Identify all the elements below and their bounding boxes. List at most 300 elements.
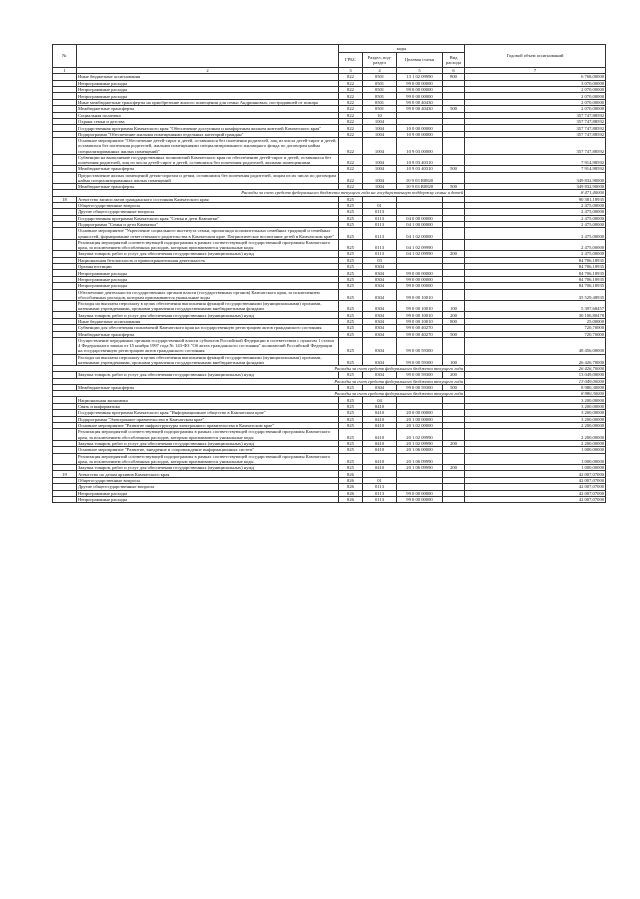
header-index: 3 [339,68,363,74]
row-name: Общегосударственные вопросы [77,477,339,483]
row-grbs: 822 [339,172,363,183]
row-vid-rashoda [443,429,465,440]
row-sum: 84 706,18935 [465,270,606,276]
row-name: Закупка товаров, работ и услуг для обеспечения государственных (муниципальных) нужд [77,312,339,318]
row-sum: 357 747,88592 [465,112,606,118]
row-sum: 35 529,48935 [465,289,606,300]
row-name: Непрограммные расходы [77,80,339,86]
row-celevaya-statya: 99 0 00 40430 [397,99,443,105]
row-razdel: 0501 [363,106,397,112]
row-razdel: 0113 [363,251,397,257]
row-sum: 2 475,00000 [465,228,606,239]
row-sum: 2 070,00000 [465,99,606,105]
row-name: Общегосударственные вопросы [77,202,339,208]
header-grbs: ГРБС [339,53,363,68]
row-sum: 8 980,30000 [465,384,606,390]
row-celevaya-statya: 20 1 06 09990 [397,464,443,470]
row-number [53,429,77,440]
row-sum: 357 747,88592 [465,131,606,137]
row-vid-rashoda [443,138,465,155]
row-sum: 30 106,80478 [465,312,606,318]
row-grbs: 822 [339,74,363,80]
row-number [53,338,77,355]
row-razdel: 1004 [363,166,397,172]
row-name: Органы юстиции [77,264,339,270]
row-name: Реализация мероприятий соответствующей подпрограммы в рамках соответствующей государственной программы Камчатского края, за исключением обособленных расходов, которым присваиваются уникальные коды [77,429,339,440]
row-name: Закупка товаров, работ и услуг для обеспечения государственных (муниципальных) нужд [77,464,339,470]
row-number [53,453,77,464]
row-name: Государственная программа Камчатского края "Информационное общество в Камчатском крае" [77,410,339,416]
row-razdel: 1004 [363,125,397,131]
row-name: Межбюджетные трансферты [77,331,339,337]
row-celevaya-statya: 10 9 03 R0820 [397,172,443,183]
row-sum: 2 475,00000 [465,239,606,250]
row-grbs: 826 [339,496,363,502]
row-vid-rashoda: 800 [443,74,465,80]
row-vid-rashoda: 800 [443,318,465,324]
row-grbs: 825 [339,416,363,422]
row-name: Расходы на выплаты персоналу в целях обеспечения выполнения функций государственными (муниципальными) органами, казенными учреждениями, органами управления государственными внебюджетными фондами [77,354,339,365]
row-vid-rashoda: 500 [443,331,465,337]
row-grbs: 825 [339,209,363,215]
row-celevaya-statya: 99 0 00 40430 [397,106,443,112]
row-sum: 1 000,00000 [465,464,606,470]
row-vid-rashoda: 200 [443,464,465,470]
row-grbs: 825 [339,283,363,289]
row-celevaya-statya: 99 0 00 00000 [397,496,443,502]
row-razdel: 0410 [363,416,397,422]
row-name: Иные межбюджетные трансферты на приобретение жилого помещения для семьи Андрияновых, пострадавшей от пожара [77,99,339,105]
row-grbs: 822 [339,131,363,137]
row-grbs: 822 [339,112,363,118]
row-sum: 84 706,18935 [465,257,606,263]
row-razdel: 1004 [363,138,397,155]
row-celevaya-statya: 04 1 02 00000 [397,228,443,239]
row-grbs: 826 [339,471,363,477]
table-row [53,138,606,155]
row-celevaya-statya: 99 0 00 00000 [397,270,443,276]
row-celevaya-statya: 99 0 00 59300 [397,354,443,365]
row-razdel: 01 [363,477,397,483]
table-header [53,45,606,74]
row-sum: 42 007,07000 [465,496,606,502]
row-razdel: 1004 [363,183,397,189]
row-grbs: 825 [339,410,363,416]
row-razdel: 0304 [363,354,397,365]
row-celevaya-statya: 04 0 00 00000 [397,215,443,221]
header-index: 7 [465,68,606,74]
row-grbs: 826 [339,477,363,483]
table-row [53,453,606,464]
row-grbs: 826 [339,490,363,496]
row-name: Связь и информатика [77,403,339,409]
row-name: Реализация мероприятий соответствующей подпрограммы в рамках соответствующей государственной программы Камчатского края, за исключением обособленных расходов, которым присваиваются уникальные коды [77,239,339,250]
row-name: Социальная политика [77,112,339,118]
row-razdel: 1004 [363,154,397,165]
row-vid-rashoda: 200 [443,251,465,257]
row-number [53,239,77,250]
table-body [53,74,606,503]
row-grbs: 825 [339,264,363,270]
row-razdel: 0501 [363,86,397,92]
row-celevaya-statya: 99 0 00 00000 [397,276,443,282]
header-vid: Вид расхода [443,53,465,68]
row-razdel: 0410 [363,422,397,428]
row-sum: 720,70000 [465,331,606,337]
row-sum: 42 007,07000 [465,490,606,496]
row-name: Подпрограмма "Обеспечение жилыми помещениями отдельных категорий граждан" [77,131,339,137]
row-grbs: 825 [339,384,363,390]
row-sum: 6 768,00000 [465,74,606,80]
row-razdel: 0501 [363,93,397,99]
row-name: Иные бюджетные ассигнования [77,74,339,80]
row-sum: 2 475,00000 [465,222,606,228]
header-codes: коды [339,45,465,53]
row-vid-rashoda [443,289,465,300]
row-celevaya-statya: 99 0 00 10010 [397,301,443,312]
row-grbs: 825 [339,453,363,464]
row-grbs: 826 [339,484,363,490]
row-grbs: 825 [339,325,363,331]
row-celevaya-statya: 99 0 00 10010 [397,289,443,300]
row-celevaya-statya: 99 0 00 40270 [397,325,443,331]
row-sum: 2 070,00000 [465,93,606,99]
row-sum: 84 706,18935 [465,264,606,270]
row-number [53,138,77,155]
note-text: Расходы за счет средств федерального бюджета текущего года [53,378,465,384]
row-razdel: 0304 [363,312,397,318]
row-grbs: 825 [339,289,363,300]
row-grbs: 825 [339,202,363,208]
header-index: 2 [77,68,339,74]
row-name: Иные бюджетные ассигнования [77,318,339,324]
row-grbs: 822 [339,106,363,112]
row-sum: 42 007,07000 [465,471,606,477]
row-sum: 2 070,00000 [465,106,606,112]
row-name: Предоставление жилых помещений детям-сиротам и детям, оставшимся без попечения родителей, лицам из их числа по договорам найма специализированных жилых помещений [77,172,339,183]
table-row [53,354,606,365]
row-grbs: 822 [339,86,363,92]
row-razdel: 0410 [363,440,397,446]
row-celevaya-statya: 99 0 00 00000 [397,283,443,289]
row-name: Непрограммные расходы [77,86,339,92]
row-celevaya-statya: 99 0 00 00000 [397,80,443,86]
row-celevaya-statya: 04 1 02 09990 [397,251,443,257]
row-vid-rashoda: 500 [443,166,465,172]
row-grbs: 825 [339,301,363,312]
row-sum: 84 706,18935 [465,283,606,289]
row-grbs: 825 [339,196,363,202]
row-grbs: 825 [339,270,363,276]
row-name: Национальная экономика [77,397,339,403]
row-name: Межбюджетные трансферты [77,183,339,189]
row-celevaya-statya: 20 1 06 00000 [397,447,443,453]
row-number [53,228,77,239]
row-vid-rashoda [443,453,465,464]
row-vid-rashoda [443,239,465,250]
row-celevaya-statya: 10 0 00 00000 [397,125,443,131]
row-razdel: 0410 [363,447,397,453]
row-razdel: 0304 [363,318,397,324]
row-sum: 25,00000 [465,318,606,324]
header-index: 6 [443,68,465,74]
row-razdel: 0410 [363,453,397,464]
row-number: 19 [53,471,77,477]
row-grbs: 825 [339,422,363,428]
row-number: 18 [53,196,77,202]
row-grbs: 822 [339,183,363,189]
row-name: Другие общегосударственные вопросы [77,484,339,490]
row-sum: 3 070,00000 [465,80,606,86]
header-sum: Годовой объем ассигнований [465,45,606,68]
row-razdel: 0113 [363,496,397,502]
row-sum: 349 832,90000 [465,172,606,183]
row-name: Непрограммные расходы [77,490,339,496]
row-sum: 2 200,00000 [465,429,606,440]
row-name: Обеспечение деятельности государственных органов власти (государственных органов) Камчатского края, за исключением обособленных расходов, которым присваиваются уникальные коды [77,289,339,300]
row-razdel: 0304 [363,283,397,289]
row-grbs: 825 [339,464,363,470]
row-vid-rashoda: 500 [443,384,465,390]
row-vid-rashoda: 500 [443,106,465,112]
row-name: Подпрограмма "Семья и дети Камчатки" [77,222,339,228]
row-celevaya-statya: 20 1 02 09990 [397,429,443,440]
header-razd: Раздел, под-раздел [363,53,397,68]
row-razdel: 0410 [363,464,397,470]
row-grbs: 822 [339,93,363,99]
row-grbs: 822 [339,125,363,131]
row-name: Расходы на выплаты персоналу в целях обеспечения выполнения функций государственными (муниципальными) органами, казенными учреждениями, органами управления государственными внебюджетными фондами [77,301,339,312]
row-grbs: 825 [339,276,363,282]
row-name: Основное мероприятие "Обеспечение детей-сирот и детей, оставшихся без попечения родителей, лиц из числа детей-сирот и детей, оставшихся без попечения родителей, жилыми помещениями специализированного жилищного фонда по договорам найма специализированных жилых помещений" [78,138,337,154]
row-name: Агентство записи актов гражданского состояния Камчатского края [77,196,339,202]
row-name: Основное мероприятие "Развитие инфраструктуры электронного правительства в Камчатском крае" [77,422,339,428]
row-razdel: 0113 [363,215,397,221]
row-celevaya-statya: 20 1 02 00000 [397,422,443,428]
row-razdel: 0304 [363,325,397,331]
row-number [53,354,77,365]
row-name: Субвенции на выполнение государственных полномочий Камчатского края по обеспечению детей-сирот и детей, оставшихся без попечения родителей, лиц из числа детей-сирот и детей, оставшихся без попечения родителей, жилыми помещениями [77,154,339,165]
row-celevaya-statya: 99 0 00 10010 [397,318,443,324]
row-celevaya-statya: 04 1 02 09990 [397,239,443,250]
row-razdel: 1004 [363,118,397,124]
row-name: Непрограммные расходы [77,496,339,502]
row-name: Основное мероприятие "Укрепление социального института семьи, пропаганда положительных семейных традиций и семейных ценностей, формирование ответственного родительства в Камчатском крае. Патриотическое воспитание детей в Камчатском крае" [77,228,339,239]
note-text: Расходы за счет средств федерального бюджета текущего года на государственную поддержку семьи и детей [53,190,465,196]
row-name: Государственная программа Камчатского края "Семья и дети Камчатки" [77,215,339,221]
table-row [53,338,606,355]
row-razdel: 0304 [363,384,397,390]
row-grbs: 825 [339,312,363,318]
header-cel: Целевая статья [397,53,443,68]
row-razdel: 03 [363,257,397,263]
row-razdel: 0113 [363,239,397,250]
row-sum: 2 475,00000 [465,251,606,257]
row-grbs: 825 [339,251,363,257]
row-grbs: 825 [339,338,363,355]
row-celevaya-statya: 10 9 03 R0820 [397,183,443,189]
row-grbs: 825 [339,397,363,403]
row-name: Закупка товаров, работ и услуг для обеспечения государственных (муниципальных) нужд [77,251,339,257]
row-razdel: 0113 [363,222,397,228]
row-number [53,496,77,502]
row-sum: 2 475,00000 [465,202,606,208]
row-celevaya-statya: 10 9 00 00000 [397,131,443,137]
row-sum: 3 200,00000 [465,397,606,403]
row-vid-rashoda [443,496,465,502]
row-name: Межбюджетные трансферты [77,166,339,172]
note-sum: 26 426,70000 [465,366,606,372]
row-sum: 3 200,00000 [465,410,606,416]
header-index: 5 [397,68,443,74]
row-vid-rashoda: 200 [443,312,465,318]
row-razdel: 0113 [363,209,397,215]
row-name: Национальная безопасность и правоохранительная деятельность [77,257,339,263]
row-celevaya-statya: 10 9 03 00000 [397,138,443,155]
row-grbs: 825 [339,354,363,365]
row-celevaya-statya: 99 0 00 59300 [397,384,443,390]
row-name: Межбюджетные трансферты [77,106,339,112]
row-sum: 13 049,00000 [465,372,606,378]
row-sum: 349 832,90000 [465,183,606,189]
row-razdel: 1004 [363,172,397,183]
row-vid-rashoda: 100 [443,354,465,365]
row-razdel: 0304 [363,338,397,355]
table-row [53,289,606,300]
row-sum: 42 007,07000 [465,484,606,490]
row-razdel: 04 [363,397,397,403]
row-razdel: 0304 [363,276,397,282]
note-text: Расходы за счет средств федерального бюджета текущего года [53,391,465,397]
row-grbs: 825 [339,228,363,239]
row-sum: 2 070,00000 [465,86,606,92]
note-text: Расходы за счет средств федерального бюджета текущего года [53,366,465,372]
row-grbs: 825 [339,318,363,324]
row-sum: 720,70000 [465,325,606,331]
row-razdel: 0410 [363,410,397,416]
row-grbs: 825 [339,331,363,337]
row-celevaya-statya: 20 0 00 00000 [397,410,443,416]
row-grbs: 822 [339,80,363,86]
row-razdel: 0304 [363,331,397,337]
row-vid-rashoda [443,228,465,239]
row-celevaya-statya: 99 0 00 10010 [397,312,443,318]
row-grbs: 825 [339,447,363,453]
row-sum: 26 426,70000 [465,354,606,365]
row-celevaya-statya: 20 1 00 00000 [397,416,443,422]
row-name: Осуществление переданных органам государственной власти субъектов Российской Федерации в соответствии с пунктом 1 статьи 4 Федерального закона от 15 ноября 1997 года № 143-ФЗ "Об актах гражданского состояния" полномочий Российской Федерации на государственную регистрацию актов гражданского состояния [77,338,339,355]
row-vid-rashoda [443,172,465,183]
header-name [77,45,339,68]
row-name: Основное мероприятие "Развитие, внедрение и сопровождение информационных систем" [77,447,339,453]
row-name: Охрана семьи и детства [77,118,339,124]
row-celevaya-statya: 99 0 00 00000 [397,490,443,496]
row-name: Непрограммные расходы [77,270,339,276]
note-sum: 8 980,30000 [465,391,606,397]
row-razdel: 0501 [363,74,397,80]
row-name: Субвенции для обеспечения полномочий Камчатского края на государственную регистрацию актов гражданского состояния [77,325,339,331]
row-vid-rashoda: 100 [443,301,465,312]
row-grbs: 822 [339,118,363,124]
row-sum: 7 914,98592 [465,166,606,172]
row-grbs: 825 [339,215,363,221]
row-celevaya-statya: 99 0 00 59300 [397,372,443,378]
note-sum: 13 049,00000 [465,378,606,384]
row-razdel: 0410 [363,429,397,440]
header-index: 4 [363,68,397,74]
header-index: 1 [53,68,77,74]
row-razdel: 0304 [363,301,397,312]
row-celevaya-statya: 99 0 00 00000 [397,86,443,92]
row-sum: 3 200,00000 [465,416,606,422]
row-razdel: 0304 [363,372,397,378]
row-razdel: 0304 [363,289,397,300]
row-sum: 3 200,00000 [465,403,606,409]
row-celevaya-statya: 10 9 03 40310 [397,166,443,172]
row-sum: 48 456,00000 [465,338,606,355]
row-celevaya-statya: 99 0 00 59300 [397,338,443,355]
row-sum: 357 747,88592 [465,118,606,124]
row-sum: 1 000,00000 [465,447,606,453]
row-name: Непрограммные расходы [77,283,339,289]
row-razdel: 0304 [363,264,397,270]
row-razdel: 01 [363,202,397,208]
row-name: Реализация мероприятий соответствующей подпрограммы в рамках соответствующей государственной программы Камчатского края, за исключением обособленных расходов, которым присваиваются уникальные коды [77,453,339,464]
row-name: Закупка товаров, работ и услуг для обеспечения государственных (муниципальных) нужд [77,440,339,446]
row-name: Подпрограмма "Электронное правительство в Камчатском крае" [77,416,339,422]
table-row [53,172,606,183]
row-grbs: 825 [339,403,363,409]
row-name: Другие общегосударственные вопросы [77,209,339,215]
row-name: Межбюджетные трансферты [77,384,339,390]
row-razdel: 10 [363,112,397,118]
table-row [53,239,606,250]
row-vid-rashoda [443,154,465,165]
row-celevaya-statya: 20 1 02 09990 [397,440,443,446]
table-row [53,496,606,502]
row-grbs: 822 [339,154,363,165]
note-sum: 8 471,40000 [465,190,606,196]
row-celevaya-statya: 10 9 03 40310 [397,154,443,165]
row-grbs: 822 [339,99,363,105]
row-name: Непрограммные расходы [77,276,339,282]
header-num: № [53,45,77,68]
table-row [53,228,606,239]
row-sum: 2 475,00000 [465,215,606,221]
row-razdel: 1004 [363,131,397,137]
row-sum: 2 475,00000 [465,209,606,215]
row-razdel: 0501 [363,80,397,86]
row-number [53,301,77,312]
budget-table [52,44,606,503]
row-grbs: 825 [339,372,363,378]
table-row [53,154,606,165]
row-sum: 1 000,00000 [465,453,606,464]
row-sum: 2 200,00000 [465,440,606,446]
row-grbs: 822 [339,138,363,155]
row-vid-rashoda: 200 [443,372,465,378]
row-vid-rashoda: 200 [443,440,465,446]
row-razdel: 0501 [363,99,397,105]
row-grbs: 825 [339,257,363,263]
row-sum: 2 200,00000 [465,422,606,428]
row-razdel: 0113 [363,228,397,239]
row-razdel: 0113 [363,484,397,490]
row-grbs: 822 [339,166,363,172]
row-celevaya-statya: 13 1 02 09990 [397,74,443,80]
row-name: Агентство по делам архивов Камчатского края [77,471,339,477]
row-grbs: 825 [339,222,363,228]
